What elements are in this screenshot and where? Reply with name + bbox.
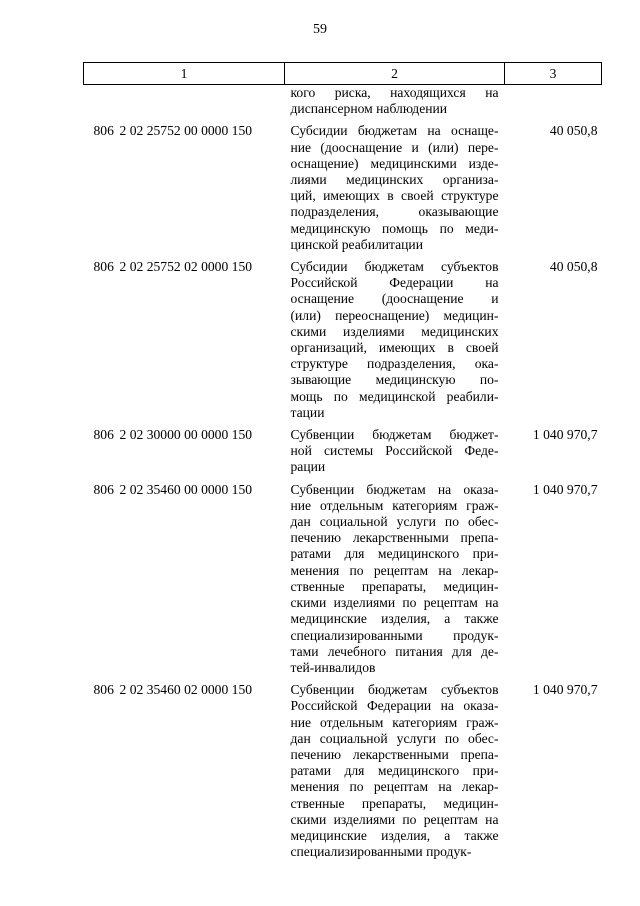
description-line: дан социальной услуги по обес- [290, 730, 499, 746]
description-cell [285, 123, 505, 253]
table-header [84, 63, 602, 85]
description-cell [285, 482, 505, 676]
budget-classification-code: 2 02 30000 00 0000 150 [119, 427, 253, 443]
description-line: кого риска, находящихся на [290, 85, 499, 100]
description-line: ние отдельным категориям граж- [290, 714, 499, 730]
continuation-description [285, 85, 505, 118]
description-line: ратами для медицинского при- [290, 546, 499, 562]
description-line: Российской Федерации на [290, 275, 499, 291]
description-line: диспансерном наблюдении [290, 101, 448, 117]
table-row [84, 682, 602, 860]
amount-cell: 40 050,8 [549, 123, 598, 139]
description-line: печению лекарственными препа- [290, 746, 499, 762]
description-line: скими изделиями медицинских [290, 323, 499, 339]
description-line: тей-инвалидов [290, 659, 376, 675]
description-line: подразделения, оказывающие [290, 204, 499, 220]
budget-classification-code: 2 02 35460 00 0000 150 [119, 481, 253, 497]
description-line: ратами для медицинского при- [290, 763, 499, 779]
column-header-1: 1 [84, 63, 285, 85]
page-number: 59 [313, 22, 327, 37]
description-line: печению лекарственными препа- [290, 530, 499, 546]
description-line: ций, имеющих в своей структуре [290, 188, 499, 204]
description-line: рации [290, 459, 326, 475]
description-line: организаций, имеющих в своей [290, 340, 499, 356]
continuation-row [84, 85, 602, 118]
description-line: ственные препараты, медицин- [290, 795, 499, 811]
amount-cell: 40 050,8 [549, 259, 598, 275]
description-line: (или) переоснащение) медицин- [290, 307, 499, 323]
description-line: Субвенции бюджетам на оказа- [290, 481, 499, 497]
code-cell [84, 259, 285, 421]
table-row [84, 427, 602, 476]
budget-classification-code: 2 02 25752 02 0000 150 [119, 259, 253, 275]
table-row [84, 123, 602, 253]
description-line: мощь по медицинской реабили- [290, 388, 499, 404]
description-line: ние (дооснащение и (или) пере- [290, 139, 499, 155]
description-cell [285, 682, 505, 860]
budget-table [83, 62, 602, 860]
description-line: Российской Федерации на оказа- [290, 698, 499, 714]
description-line: медицинские изделия, а также [290, 611, 499, 627]
code-cell [84, 682, 285, 860]
admin-code: 806 [93, 481, 114, 497]
amount-cell: 1 040 970,7 [532, 682, 598, 698]
column-header-2: 2 [285, 63, 505, 85]
description-line: менения по рецептам на лекар- [290, 562, 499, 578]
code-cell [84, 123, 285, 253]
description-line: лиями медицинских организа- [290, 172, 499, 188]
budget-classification-code: 2 02 25752 00 0000 150 [119, 123, 253, 139]
description-line: цинской реабилитации [290, 236, 423, 252]
admin-code: 806 [93, 427, 114, 443]
description-line: Субсидии бюджетам субъектов [290, 259, 499, 275]
admin-code: 806 [93, 123, 114, 139]
description-line: ственные препараты, медицин- [290, 578, 499, 594]
description-line: ной системы Российской Феде- [290, 443, 499, 459]
budget-classification-code: 2 02 35460 02 0000 150 [119, 682, 253, 698]
table-body [84, 85, 602, 861]
description-line: специализированными продук- [290, 627, 499, 643]
description-line: тами лечебного питания для де- [290, 643, 499, 659]
description-line: зывающие медицинскую по- [290, 372, 499, 388]
description-line: менения по рецептам на лекар- [290, 779, 499, 795]
table-row [84, 259, 602, 421]
table-row [84, 482, 602, 676]
amount-cell: 1 040 970,7 [532, 427, 598, 443]
amount-cell: 1 040 970,7 [532, 481, 598, 497]
description-line: оснащение) медицинскими изде- [290, 155, 499, 171]
description-line: Субсидии бюджетам на оснаще- [290, 123, 499, 139]
description-line: медицинские изделия, а также [290, 827, 499, 843]
description-line: скими изделиями по рецептам на [290, 595, 499, 611]
description-line: тации [290, 404, 325, 420]
code-cell [84, 482, 285, 676]
description-line: медицинскую помощь по меди- [290, 220, 499, 236]
description-line: дан социальной услуги по обес- [290, 514, 499, 530]
description-line: Субвенции бюджетам бюджет- [290, 427, 499, 443]
code-cell [84, 427, 285, 476]
description-line: специализированными продук- [290, 844, 472, 860]
admin-code: 806 [93, 682, 114, 698]
description-line: Субвенции бюджетам субъектов [290, 682, 499, 698]
description-line: скими изделиями по рецептам на [290, 811, 499, 827]
column-header-3: 3 [505, 63, 602, 85]
description-cell [285, 427, 505, 476]
description-cell [285, 259, 505, 421]
admin-code: 806 [93, 259, 114, 275]
description-line: оснащение (дооснащение и [290, 291, 499, 307]
description-line: ние отдельным категориям граж- [290, 497, 499, 513]
description-line: структуре подразделения, ока- [290, 356, 499, 372]
